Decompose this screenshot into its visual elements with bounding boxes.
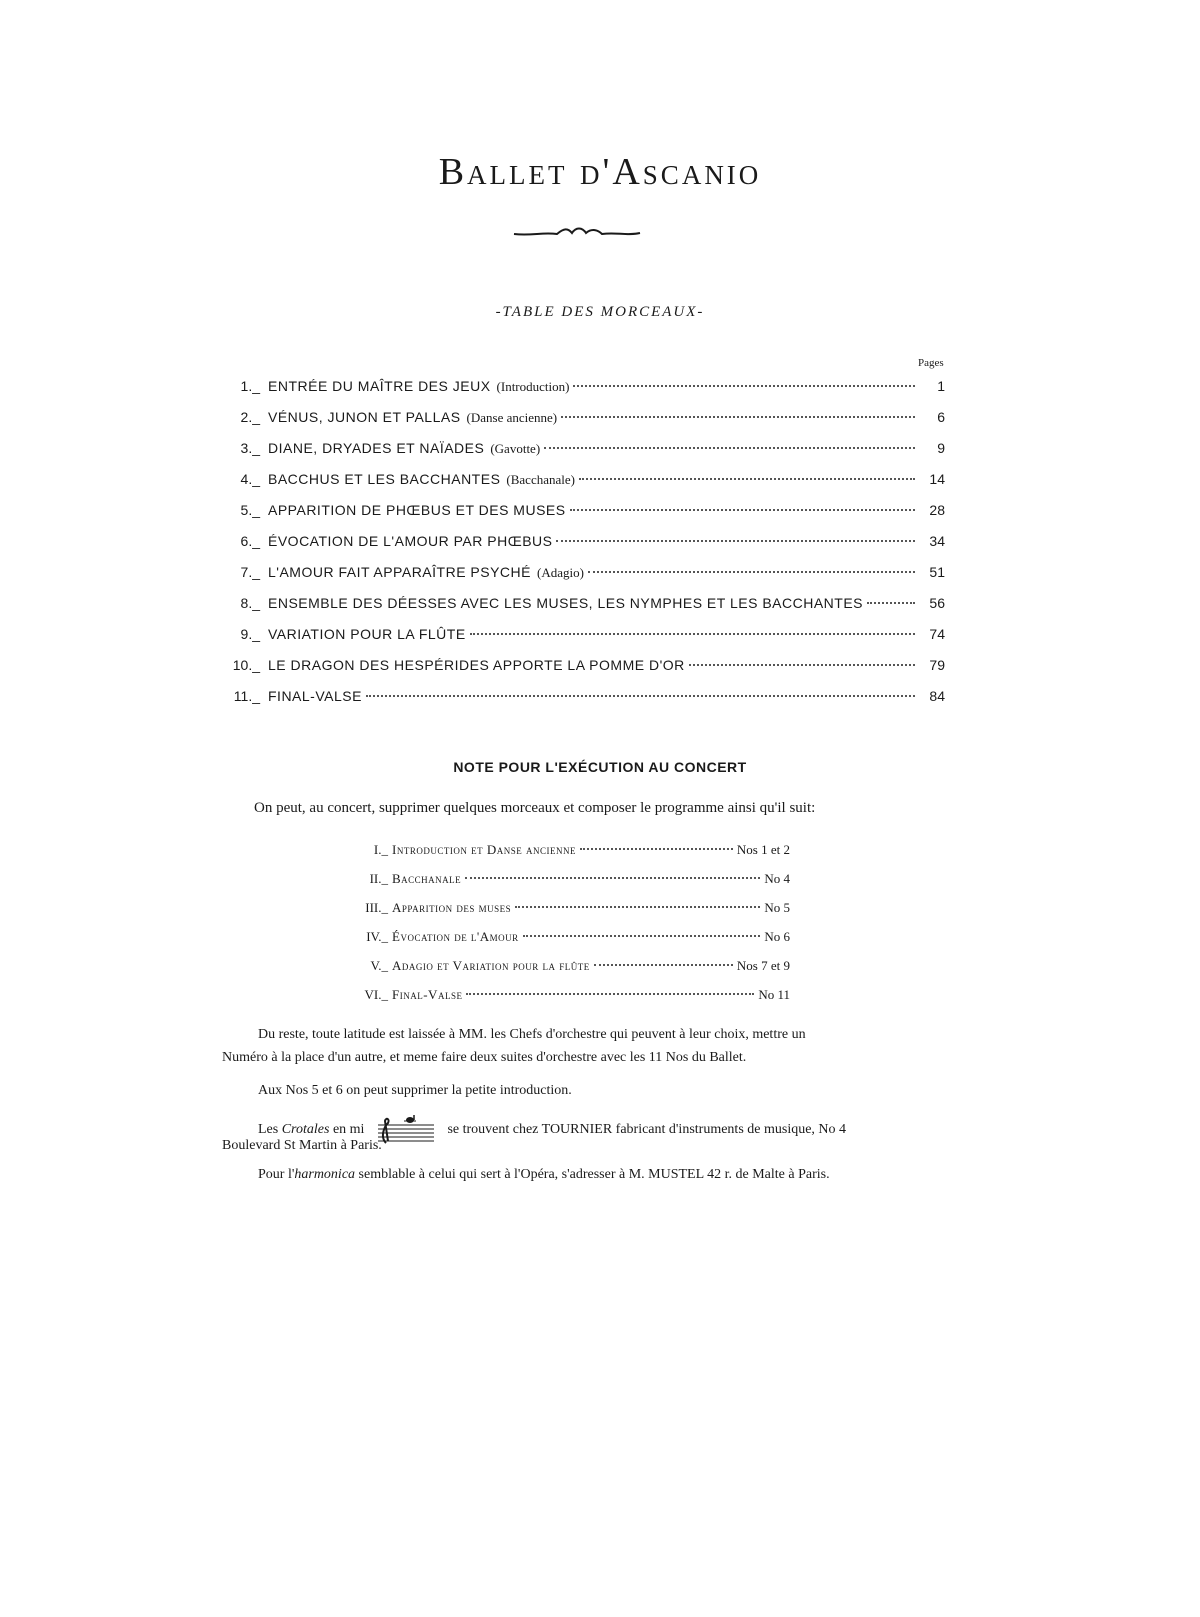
crotales-prefix: Les [258,1122,279,1138]
toc-title: ÉVOCATION DE L'AMOUR PAR PHŒBUS [268,533,553,549]
program-row [350,842,790,871]
crotales-en-mi: en mi [332,1122,365,1138]
program-row [350,871,790,900]
concert-note-heading: NOTE POUR L'EXÉCUTION AU CONCERT [453,759,747,775]
program-row [350,958,790,987]
program-label: Introduction et Danse ancienne [392,842,576,857]
toc-row [210,502,945,533]
harmonica-note [258,1167,830,1183]
program-reference: No 4 [764,871,790,886]
toc-title: DIANE, DRYADES ET NAÏADES [268,440,485,456]
latitude-paragraph-line1: Du reste, toute latitude est laissée à MM. les Chefs d'orchestre qui peuvent à leur choix, mettre un [258,1027,806,1042]
toc-page-number: 14 [929,471,945,487]
toc-row [210,440,945,471]
latitude-paragraph-line2: Numéro à la place d'un autre, et meme faire deux suites d'orchestre avec les 11 Nos du Ballet. [222,1050,747,1065]
program-reference: No 6 [764,929,790,944]
program-label: Évocation de l'Amour [392,929,519,944]
dot-leader [573,385,915,387]
toc-title: BACCHUS ET LES BACCHANTES [268,471,501,487]
dot-leader [470,633,915,635]
toc-page-number: 56 [929,595,945,611]
toc-number: 10._ [232,657,260,673]
toc-number: 1._ [240,378,260,394]
toc-number: 6._ [240,533,260,549]
dot-leader [544,447,915,449]
toc-row [210,564,945,595]
toc-number: 3._ [240,440,260,456]
program-reference: No 5 [764,900,790,915]
concert-program-list [350,842,790,1016]
dot-leader [867,602,915,604]
toc-page-number: 74 [929,626,945,642]
toc-page-number: 79 [929,657,945,673]
dot-leader [466,993,754,995]
toc-row [210,471,945,502]
program-reference: Nos 7 et 9 [736,958,790,973]
toc-page-number: 9 [937,440,945,456]
program-label: Bacchanale [392,871,462,886]
toc-heading: -TABLE DES MORCEAUX- [495,304,705,320]
toc-page-number: 1 [937,378,945,394]
dot-leader [465,877,760,879]
toc-number: 4._ [240,471,260,487]
program-number: V._ [370,958,388,973]
dot-leader [689,664,915,666]
program-row [350,987,790,1016]
toc-title: LE DRAGON DES HESPÉRIDES APPORTE LA POMME D'OR [268,657,685,673]
toc-subtitle: (Bacchanale) [506,472,575,487]
toc-row [210,378,945,409]
toc-subtitle: (Danse ancienne) [466,410,558,425]
music-notation-icon [376,1115,436,1145]
toc-subtitle: (Gavotte) [490,441,541,456]
program-number: IV._ [366,929,388,944]
toc-title: L'AMOUR FAIT APPARAÎTRE PSYCHÉ [268,564,531,580]
table-of-contents [210,378,945,719]
dot-leader [580,848,733,850]
pages-column-label: Pages [918,357,944,369]
toc-row [210,688,945,719]
toc-title: VARIATION POUR LA FLÛTE [268,626,466,642]
concert-note-intro: On peut, au concert, supprimer quelques morceaux et composer le programme ainsi qu'il suit: [254,800,816,816]
introduction-note: Aux Nos 5 et 6 on peut supprimer la petite introduction. [258,1083,572,1098]
program-label: Final-Valse [392,987,463,1002]
toc-subtitle: (Adagio) [537,565,584,580]
ornament-divider-icon [512,222,642,242]
dot-leader [523,935,761,937]
toc-number: 8._ [240,595,260,611]
program-number: I._ [373,842,388,857]
harmonica-suffix: semblable à celui qui sert à l'Opéra, s'adresser à M. MUSTEL 42 r. de Malte à Paris. [358,1167,830,1182]
toc-subtitle: (Introduction) [496,379,570,394]
program-label: Adagio et Variation pour la flûte [392,958,590,973]
dot-leader [579,478,915,480]
toc-row [210,626,945,657]
program-row [350,929,790,958]
toc-number: 7._ [240,564,260,580]
toc-page-number: 6 [937,409,945,425]
dot-leader [570,509,915,511]
dot-leader [366,695,915,697]
program-reference: No 11 [758,987,790,1002]
program-label: Apparition des muses [392,900,512,915]
dot-leader [561,416,915,418]
program-number: II._ [369,871,388,886]
dot-leader [594,964,733,966]
toc-title: APPARITION DE PHŒBUS ET DES MUSES [268,502,566,518]
toc-title: VÉNUS, JUNON ET PALLAS [268,409,461,425]
page-title: Ballet d'Ascanio [438,151,762,193]
toc-row [210,533,945,564]
program-row [350,900,790,929]
toc-title: FINAL-VALSE [268,688,362,704]
toc-number: 11._ [233,688,260,704]
harmonica-prefix: Pour l' [258,1167,295,1182]
toc-title: ENSEMBLE DES DÉESSES AVEC LES MUSES, LES NYMPHES ET LES BACCHANTES [268,595,863,611]
dot-leader [556,540,915,542]
toc-row [210,657,945,688]
crotales-word: Crotales [281,1122,330,1138]
program-number: III._ [365,900,388,915]
toc-number: 9._ [240,626,260,642]
crotales-note-line2: Boulevard St Martin à Paris. [222,1138,382,1153]
dot-leader [515,906,760,908]
crotales-suffix: se trouvent chez TOURNIER fabricant d'instruments de musique, No 4 [447,1122,847,1138]
program-reference: Nos 1 et 2 [736,842,790,857]
toc-page-number: 34 [929,533,945,549]
toc-row [210,595,945,626]
toc-title: ENTRÉE DU MAÎTRE DES JEUX [268,378,491,394]
toc-page-number: 84 [929,688,945,704]
toc-page-number: 28 [929,502,945,518]
toc-page-number: 51 [929,564,945,580]
dot-leader [588,571,915,573]
toc-number: 2._ [240,409,260,425]
toc-number: 5._ [240,502,260,518]
harmonica-word: harmonica [294,1167,356,1182]
program-number: VI._ [364,987,388,1002]
toc-row [210,409,945,440]
